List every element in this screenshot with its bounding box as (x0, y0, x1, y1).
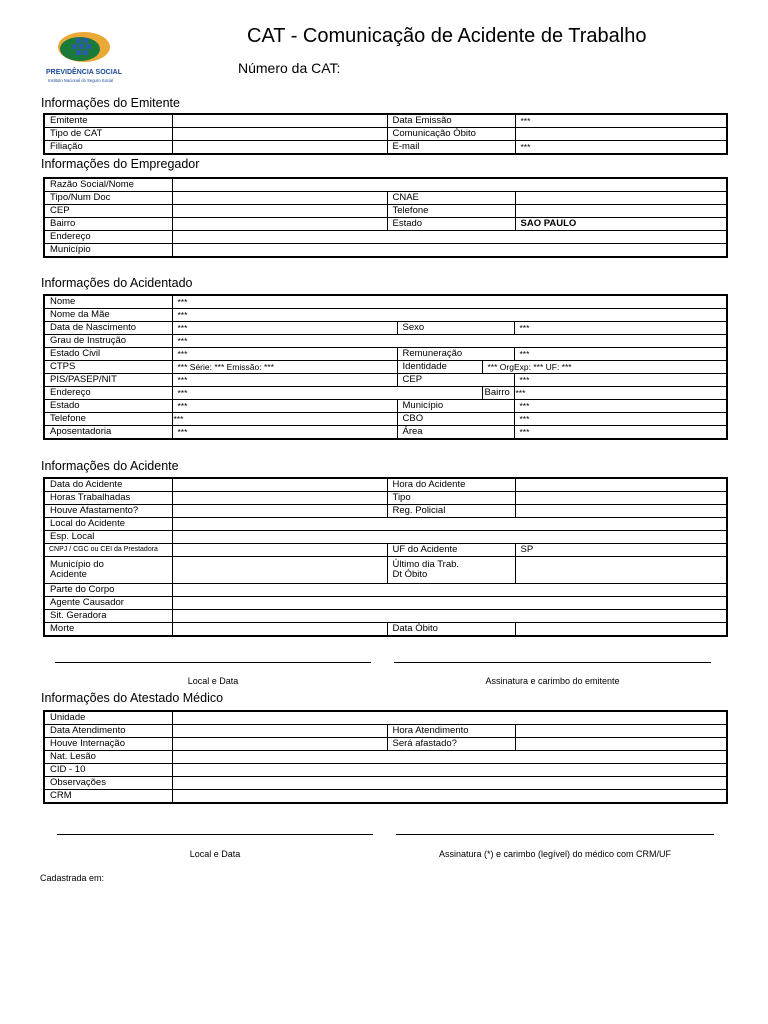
label-cnae: CNAE (387, 192, 515, 205)
field-aposentadoria[interactable]: *** (172, 426, 397, 440)
signature-line-local-data (55, 662, 371, 663)
field-identidade[interactable]: *** OrgExp: *** UF: *** (482, 361, 727, 374)
caption-local-data-2: Local e Data (189, 849, 241, 859)
field-sera-afastado[interactable] (515, 738, 727, 751)
cadastrada-em-label: Cadastrada em: (40, 873, 105, 883)
atestado-table (43, 710, 728, 804)
field-cid[interactable] (172, 764, 727, 777)
label-endereco: Endereço (44, 231, 172, 244)
field-nome[interactable]: *** (172, 295, 727, 309)
label-cid: CID - 10 (44, 764, 172, 777)
label-cnpj-prestadora: CNPJ / CGC ou CEI da Prestadora (44, 544, 172, 557)
field-data-emissao[interactable]: *** (515, 114, 727, 128)
label-aposentadoria: Aposentadoria (44, 426, 172, 440)
field-horas-trabalhadas[interactable] (172, 492, 387, 505)
label-email: E-mail (387, 141, 515, 155)
field-hora-acidente[interactable] (515, 478, 727, 492)
field-tipo[interactable] (515, 492, 727, 505)
label-data-acidente: Data do Acidente (44, 478, 172, 492)
label-bairro-acidentado: Bairro (482, 387, 514, 400)
label-sera-afastado: Será afastado? (387, 738, 515, 751)
label-ultimo-dia: Último dia Trab. Dt Óbito (387, 557, 515, 584)
label-telefone: Telefone (387, 205, 515, 218)
field-endereco[interactable] (172, 231, 727, 244)
field-cnae[interactable] (515, 192, 727, 205)
label-grau-instrucao: Grau de Instrução (44, 335, 172, 348)
field-tipo-doc[interactable] (172, 192, 387, 205)
section-title-empregador: Informações do Empregador (41, 157, 200, 171)
label-data-nascimento: Data de Nascimento (44, 322, 172, 335)
label-hora-acidente: Hora do Acidente (387, 478, 515, 492)
label-afastamento: Houve Afastamento? (44, 505, 172, 518)
field-esp-local[interactable] (172, 531, 727, 544)
label-tipo-cat: Tipo de CAT (44, 128, 172, 141)
label-sit-geradora: Sit. Geradora (44, 610, 172, 623)
field-estado-civil[interactable]: *** (172, 348, 397, 361)
field-parte-corpo[interactable] (172, 584, 727, 597)
field-municipio-acidente[interactable] (172, 557, 387, 584)
field-municipio[interactable] (172, 244, 727, 258)
label-cep: CEP (44, 205, 172, 218)
field-nome-mae[interactable]: *** (172, 309, 727, 322)
field-uf-acidente[interactable]: SP (515, 544, 727, 557)
label-estado-civil: Estado Civil (44, 348, 172, 361)
label-nat-lesao: Nat. Lesão (44, 751, 172, 764)
field-email[interactable]: *** (515, 141, 727, 155)
field-tipo-cat[interactable] (172, 128, 387, 141)
field-agente-causador[interactable] (172, 597, 727, 610)
label-crm: CRM (44, 790, 172, 804)
label-unidade: Unidade (44, 711, 172, 725)
label-area: Área (397, 426, 514, 440)
label-ctps: CTPS (44, 361, 172, 374)
field-cbo[interactable]: *** (514, 413, 727, 426)
field-telefone[interactable] (515, 205, 727, 218)
field-cnpj-prestadora[interactable] (172, 544, 387, 557)
field-bairro-acidentado[interactable]: *** (514, 387, 727, 400)
label-estado-acidentado: Estado (44, 400, 172, 413)
field-remuneracao[interactable]: *** (514, 348, 727, 361)
label-cep-acidentado: CEP (397, 374, 514, 387)
section-title-emitente: Informações do Emitente (41, 96, 180, 110)
field-ctps[interactable]: *** Série: *** Emissão: *** (172, 361, 397, 374)
field-cep-acidentado[interactable]: *** (514, 374, 727, 387)
svg-text:PREVIDÊNCIA SOCIAL: PREVIDÊNCIA SOCIAL (46, 69, 122, 76)
label-emitente: Emitente (44, 114, 172, 128)
field-emitente[interactable] (172, 114, 387, 128)
field-area[interactable]: *** (514, 426, 727, 440)
signature-line-medico (396, 834, 714, 835)
label-municipio: Município (44, 244, 172, 258)
page-title: CAT - Comunicação de Acidente de Trabalho (247, 25, 647, 47)
field-ultimo-dia[interactable] (515, 557, 727, 584)
signature-line-local-data-2 (57, 834, 373, 835)
label-data-emissao: Data Emissão (387, 114, 515, 128)
field-grau-instrucao[interactable]: *** (172, 335, 727, 348)
field-telefone-acidentado[interactable]: *** (172, 413, 397, 426)
label-tipo-doc: Tipo/Num Doc (44, 192, 172, 205)
label-sexo: Sexo (397, 322, 514, 335)
field-sexo[interactable]: *** (514, 322, 727, 335)
label-nome: Nome (44, 295, 172, 309)
field-hora-atendimento[interactable] (515, 725, 727, 738)
label-internacao: Houve Internação (44, 738, 172, 751)
label-endereco-acidentado: Endereço (44, 387, 172, 400)
label-pis: PIS/PASEP/NIT (44, 374, 172, 387)
label-filiacao: Filiação (44, 141, 172, 155)
label-comunicacao-obito: Comunicação Óbito (387, 128, 515, 141)
field-internacao[interactable] (172, 738, 387, 751)
label-uf-acidente: UF do Acidente (387, 544, 515, 557)
acidente-table (43, 477, 728, 637)
label-identidade: Identidade (397, 361, 482, 374)
field-unidade[interactable] (172, 711, 727, 725)
field-bairro[interactable] (172, 218, 387, 231)
field-afastamento[interactable] (172, 505, 387, 518)
label-nome-mae: Nome da Mãe (44, 309, 172, 322)
label-remuneracao: Remuneração (397, 348, 514, 361)
label-cbo: CBO (397, 413, 514, 426)
field-municipio-acidentado[interactable]: *** (514, 400, 727, 413)
caption-assinatura-emitente: Assinatura e carimbo do emitente (485, 676, 620, 686)
emitente-table (43, 113, 728, 155)
field-filiacao[interactable] (172, 141, 387, 155)
label-local-acidente: Local do Acidente (44, 518, 172, 531)
label-hora-atendimento: Hora Atendimento (387, 725, 515, 738)
label-municipio-acidentado: Município (397, 400, 514, 413)
field-data-atendimento[interactable] (172, 725, 387, 738)
field-endereco-acidentado[interactable]: *** (172, 387, 482, 400)
label-telefone-acidentado: Telefone (44, 413, 172, 426)
section-title-acidente: Informações do Acidente (41, 459, 179, 473)
field-razao-social[interactable] (172, 178, 727, 192)
label-razao-social: Razão Social/Nome (44, 178, 172, 192)
label-tipo: Tipo (387, 492, 515, 505)
label-reg-policial: Reg. Policial (387, 505, 515, 518)
label-horas-trabalhadas: Horas Trabalhadas (44, 492, 172, 505)
caption-assinatura-medico: Assinatura (*) e carimbo (legível) do médico com CRM/UF (438, 849, 672, 859)
field-data-nascimento[interactable]: *** (172, 322, 397, 335)
cat-number-label: Número da CAT: (238, 60, 341, 76)
section-title-acidentado: Informações do Acidentado (41, 276, 193, 290)
field-data-obito[interactable] (515, 623, 727, 637)
label-estado: Estado (387, 218, 515, 231)
field-comunicacao-obito[interactable] (515, 128, 727, 141)
empregador-table (43, 177, 728, 258)
field-crm[interactable] (172, 790, 727, 804)
field-reg-policial[interactable] (515, 505, 727, 518)
field-observacoes[interactable] (172, 777, 727, 790)
label-morte: Morte (44, 623, 172, 637)
field-sit-geradora[interactable] (172, 610, 727, 623)
field-cep[interactable] (172, 205, 387, 218)
label-esp-local: Esp. Local (44, 531, 172, 544)
label-data-obito: Data Óbito (387, 623, 515, 637)
field-morte[interactable] (172, 623, 387, 637)
field-pis[interactable]: *** (172, 374, 397, 387)
field-nat-lesao[interactable] (172, 751, 727, 764)
signature-line-emitente (394, 662, 711, 663)
field-estado[interactable]: SAO PAULO (515, 218, 727, 231)
label-bairro: Bairro (44, 218, 172, 231)
section-title-atestado: Informações do Atestado Médico (41, 691, 224, 705)
svg-text:Instituto Nacional do Seguro S: Instituto Nacional do Seguro Social (48, 78, 114, 83)
acidentado-table (43, 294, 728, 440)
label-agente-causador: Agente Causador (44, 597, 172, 610)
field-local-acidente[interactable] (172, 518, 727, 531)
label-observacoes: Observações (44, 777, 172, 790)
field-estado-acidentado[interactable]: *** (172, 400, 397, 413)
caption-local-data: Local e Data (187, 676, 239, 686)
label-municipio-acidente: Município do Acidente (44, 557, 172, 584)
label-parte-corpo: Parte do Corpo (44, 584, 172, 597)
label-data-atendimento: Data Atendimento (44, 725, 172, 738)
field-data-acidente[interactable] (172, 478, 387, 492)
